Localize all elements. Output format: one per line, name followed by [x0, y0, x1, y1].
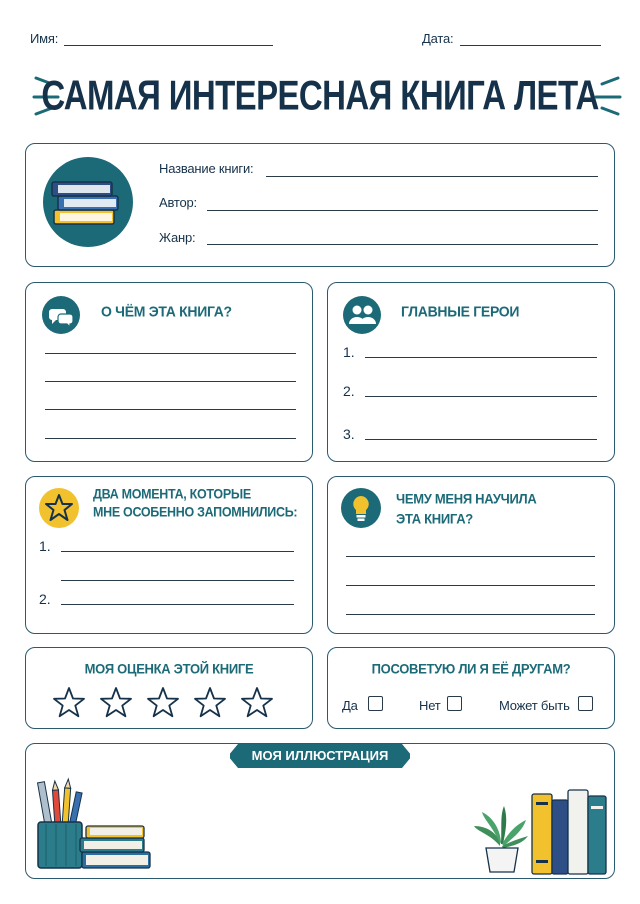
lesson-box [327, 476, 615, 634]
option-yes-checkbox[interactable] [368, 696, 383, 711]
hero-line[interactable] [365, 357, 597, 358]
moment-line[interactable] [61, 580, 294, 581]
moments-box [25, 476, 313, 634]
moment-line[interactable] [61, 604, 294, 605]
lightbulb-icon [340, 487, 382, 529]
about-line[interactable] [45, 353, 296, 354]
book-title-label: Название книги: [159, 161, 254, 176]
heroes-heading: ГЛАВНЫЕ ГЕРОИ [401, 302, 520, 320]
option-maybe-checkbox[interactable] [578, 696, 593, 711]
hero-number: 3. [343, 426, 355, 442]
banner-notches-icon [228, 744, 412, 768]
book-title-field-line[interactable] [266, 176, 598, 177]
illustration-heading: МОЯ ИЛЛЮСТРАЦИЯ [251, 748, 389, 763]
page-title: САМАЯ ИНТЕРЕСНАЯ КНИГА ЛЕТА [41, 72, 599, 119]
speech-bubbles-icon [41, 295, 81, 335]
date-label: Дата: [422, 31, 454, 46]
lesson-line[interactable] [346, 556, 595, 557]
option-no-checkbox[interactable] [447, 696, 462, 711]
about-box [25, 282, 313, 462]
recommend-box [327, 647, 615, 729]
lesson-line[interactable] [346, 614, 595, 615]
about-line[interactable] [45, 409, 296, 410]
moment-line[interactable] [61, 551, 294, 552]
rating-star-icon[interactable] [146, 686, 180, 720]
date-field-line[interactable] [460, 45, 601, 46]
moment-number: 1. [39, 538, 51, 554]
recommend-heading: ПОСОВЕТУЮ ЛИ Я ЕЁ ДРУГАМ? [371, 660, 571, 677]
rating-heading: МОЯ ОЦЕНКА ЭТОЙ КНИГЕ [84, 660, 254, 677]
author-field-line[interactable] [207, 210, 598, 211]
name-label: Имя: [30, 31, 59, 46]
name-field-line[interactable] [64, 45, 273, 46]
option-yes-label: Да [342, 698, 358, 713]
heroes-box [327, 282, 615, 462]
book-info-box [25, 143, 615, 267]
about-line[interactable] [45, 438, 296, 439]
hero-line[interactable] [365, 439, 597, 440]
genre-label: Жанр: [159, 230, 196, 245]
people-icon [342, 295, 382, 335]
plant-and-books-icon [470, 786, 608, 876]
about-line[interactable] [45, 381, 296, 382]
rating-box [25, 647, 313, 729]
moment-number: 2. [39, 591, 51, 607]
rating-star-icon[interactable] [240, 686, 274, 720]
title-wrap [0, 72, 640, 119]
star-rating [52, 686, 292, 720]
moments-heading-line2: МНЕ ОСОБЕННО ЗАПОМНИЛИСЬ: [93, 504, 298, 520]
lesson-heading-line2: ЭТА КНИГА? [396, 510, 473, 527]
books-stack-icon [42, 156, 134, 248]
right-title-decoration-icon [584, 72, 624, 122]
lesson-line[interactable] [346, 585, 595, 586]
hero-line[interactable] [365, 396, 597, 397]
moments-heading-line1: ДВА МОМЕНТА, КОТОРЫЕ [93, 486, 251, 502]
rating-star-icon[interactable] [52, 686, 86, 720]
option-maybe-label: Может быть [499, 698, 570, 713]
option-no-label: Нет [419, 698, 441, 713]
about-heading: О ЧЁМ ЭТА КНИГА? [101, 302, 232, 320]
hero-number: 2. [343, 383, 355, 399]
lesson-heading-line1: ЧЕМУ МЕНЯ НАУЧИЛА [396, 490, 537, 507]
genre-field-line[interactable] [207, 244, 598, 245]
rating-star-icon[interactable] [99, 686, 133, 720]
hero-number: 1. [343, 344, 355, 360]
star-icon [38, 487, 80, 529]
author-label: Автор: [159, 195, 197, 210]
pencil-cup-icon [30, 768, 154, 874]
rating-star-icon[interactable] [193, 686, 227, 720]
